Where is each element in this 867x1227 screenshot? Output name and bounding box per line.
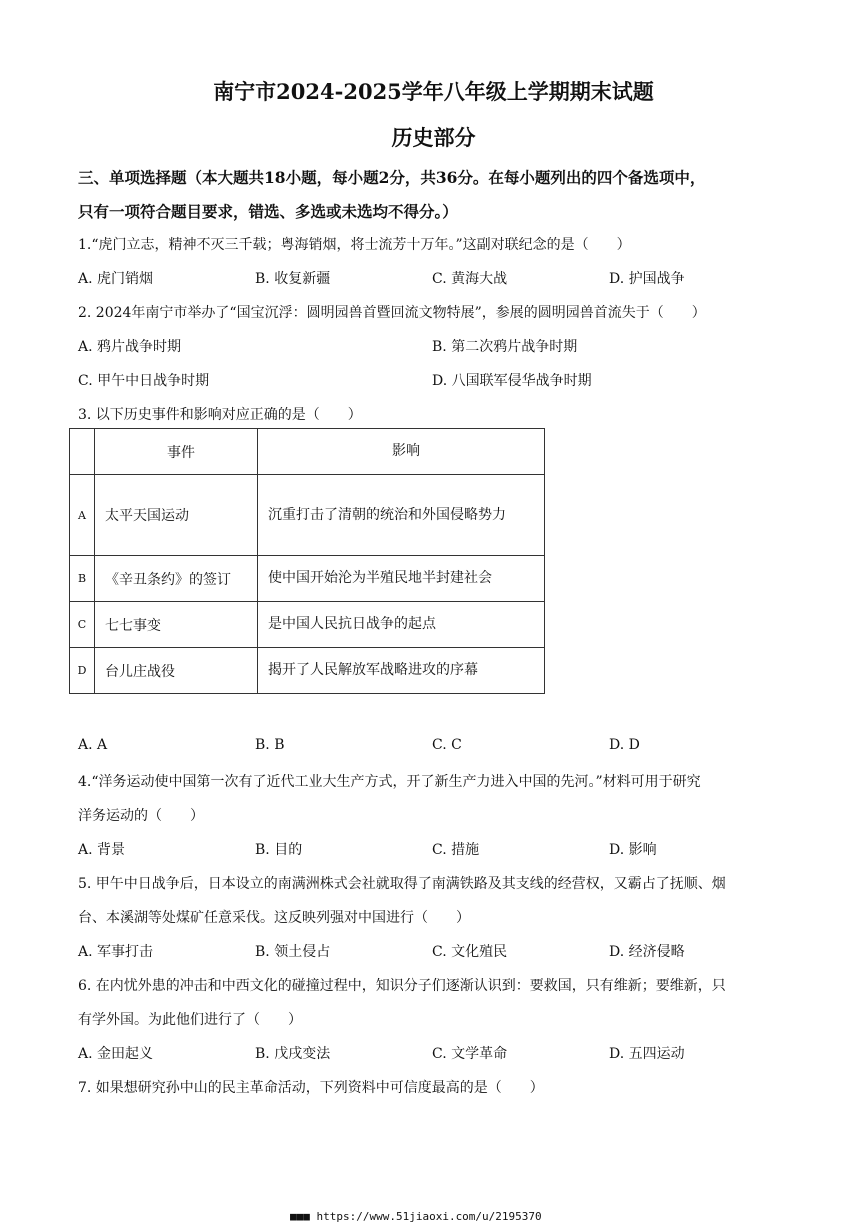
q4-option-c: C. 措施 [432,842,480,858]
q6-option-b: B. 戊戌变法 [255,1046,331,1062]
question-5-stem-line2: 台、本溪湖等处煤矿任意采伐。这反映列强对中国进行（ ） [78,910,470,926]
table-row [70,556,545,602]
row-impact: 沉重打击了清朝的统治和外国侵略势力 [258,475,545,556]
q5-option-c: C. 文化殖民 [432,944,508,960]
table-row [70,475,545,556]
q6-option-a: A. 金田起义 [78,1046,154,1062]
row-event: 台儿庄战役 [95,648,258,694]
question-5-stem-line1: 5. 甲午中日战争后，日本设立的南满洲株式会社就取得了南满铁路及其支线的经营权，又霸占了抚顺、烟 [78,876,726,892]
row-event: 七七事变 [95,602,258,648]
question-1-stem: 1.“虎门立志，精神不灭三千载；粤海销烟，将士流芳十万年。”这副对联纪念的是（ ） [78,237,631,253]
q3-option-d: D. D [609,737,640,753]
table-header-blank [70,429,95,475]
q5-option-b: B. 领土侵占 [255,944,331,960]
question-3-stem: 3. 以下历史事件和影响对应正确的是（ ） [78,407,362,423]
q6-option-d: D. 五四运动 [609,1046,685,1062]
question-6-stem-line1: 6. 在内忧外患的冲击和中西文化的碰撞过程中，知识分子们逐渐认识到：要救国，只有维新；要维新，只 [78,978,726,994]
row-letter: B [70,556,95,602]
q2-option-d: D. 八国联军侵华战争时期 [432,373,592,389]
section-instruction-line1: 三、单项选择题（本大题共18小题，每小题2分，共36分。在每小题列出的四个备选项中， [78,168,706,187]
row-event: 太平天国运动 [95,475,258,556]
q4-option-a: A. 背景 [78,842,126,858]
row-letter: C [70,602,95,648]
q1-option-a: A. 虎门销烟 [78,271,154,287]
table-row [70,602,545,648]
row-event: 《辛丑条约》的签订 [95,556,258,602]
exam-title: 南宁市2024-2025学年八年级上学期期末试题 [213,79,654,104]
row-letter: A [70,475,95,556]
footer-url: ■■■ https://www.51jiaoxi.com/u/2195370 [290,1210,542,1223]
table-header-impact: 影响 [258,429,545,475]
row-impact: 是中国人民抗日战争的起点 [258,602,545,648]
q1-option-d: D. 护国战争 [609,271,685,287]
question-7-stem: 7. 如果想研究孙中山的民主革命活动，下列资料中可信度最高的是（ ） [78,1080,544,1096]
q4-option-d: D. 影响 [609,842,657,858]
q5-option-d: D. 经济侵略 [609,944,685,960]
q2-option-c: C. 甲午中日战争时期 [78,373,210,389]
q4-option-b: B. 目的 [255,842,303,858]
q5-option-a: A. 军事打击 [78,944,154,960]
q3-option-a: A. A [78,737,108,753]
question-4-stem-line2: 洋务运动的（ ） [78,808,204,824]
q3-option-b: B. B [255,737,285,753]
q3-option-c: C. C [432,737,462,753]
table-header-row [70,429,545,475]
question-2-stem: 2. 2024年南宁市举办了“国宝沉浮：圆明园兽首暨回流文物特展”，参展的圆明园兽首流失于（ ） [78,305,706,321]
exam-subtitle: 历史部分 [391,125,476,150]
row-letter: D [70,648,95,694]
q2-option-a: A. 鸦片战争时期 [78,339,182,355]
q6-option-c: C. 文学革命 [432,1046,508,1062]
table-header-event: 事件 [95,429,258,475]
event-impact-table [69,428,545,694]
q2-option-b: B. 第二次鸦片战争时期 [432,339,578,355]
row-impact: 揭开了人民解放军战略进攻的序幕 [258,648,545,694]
q1-option-b: B. 收复新疆 [255,271,331,287]
row-impact: 使中国开始沦为半殖民地半封建社会 [258,556,545,602]
table-row [70,648,545,694]
question-4-stem-line1: 4.“洋务运动使中国第一次有了近代工业大生产方式，开了新生产力进入中国的先河。”材料可用于研究 [78,774,701,790]
q1-option-c: C. 黄海大战 [432,271,508,287]
section-instruction-line2: 只有一项符合题目要求，错选、多选或未选均不得分。） [78,202,458,221]
question-6-stem-line2: 有学外国。为此他们进行了（ ） [78,1012,302,1028]
